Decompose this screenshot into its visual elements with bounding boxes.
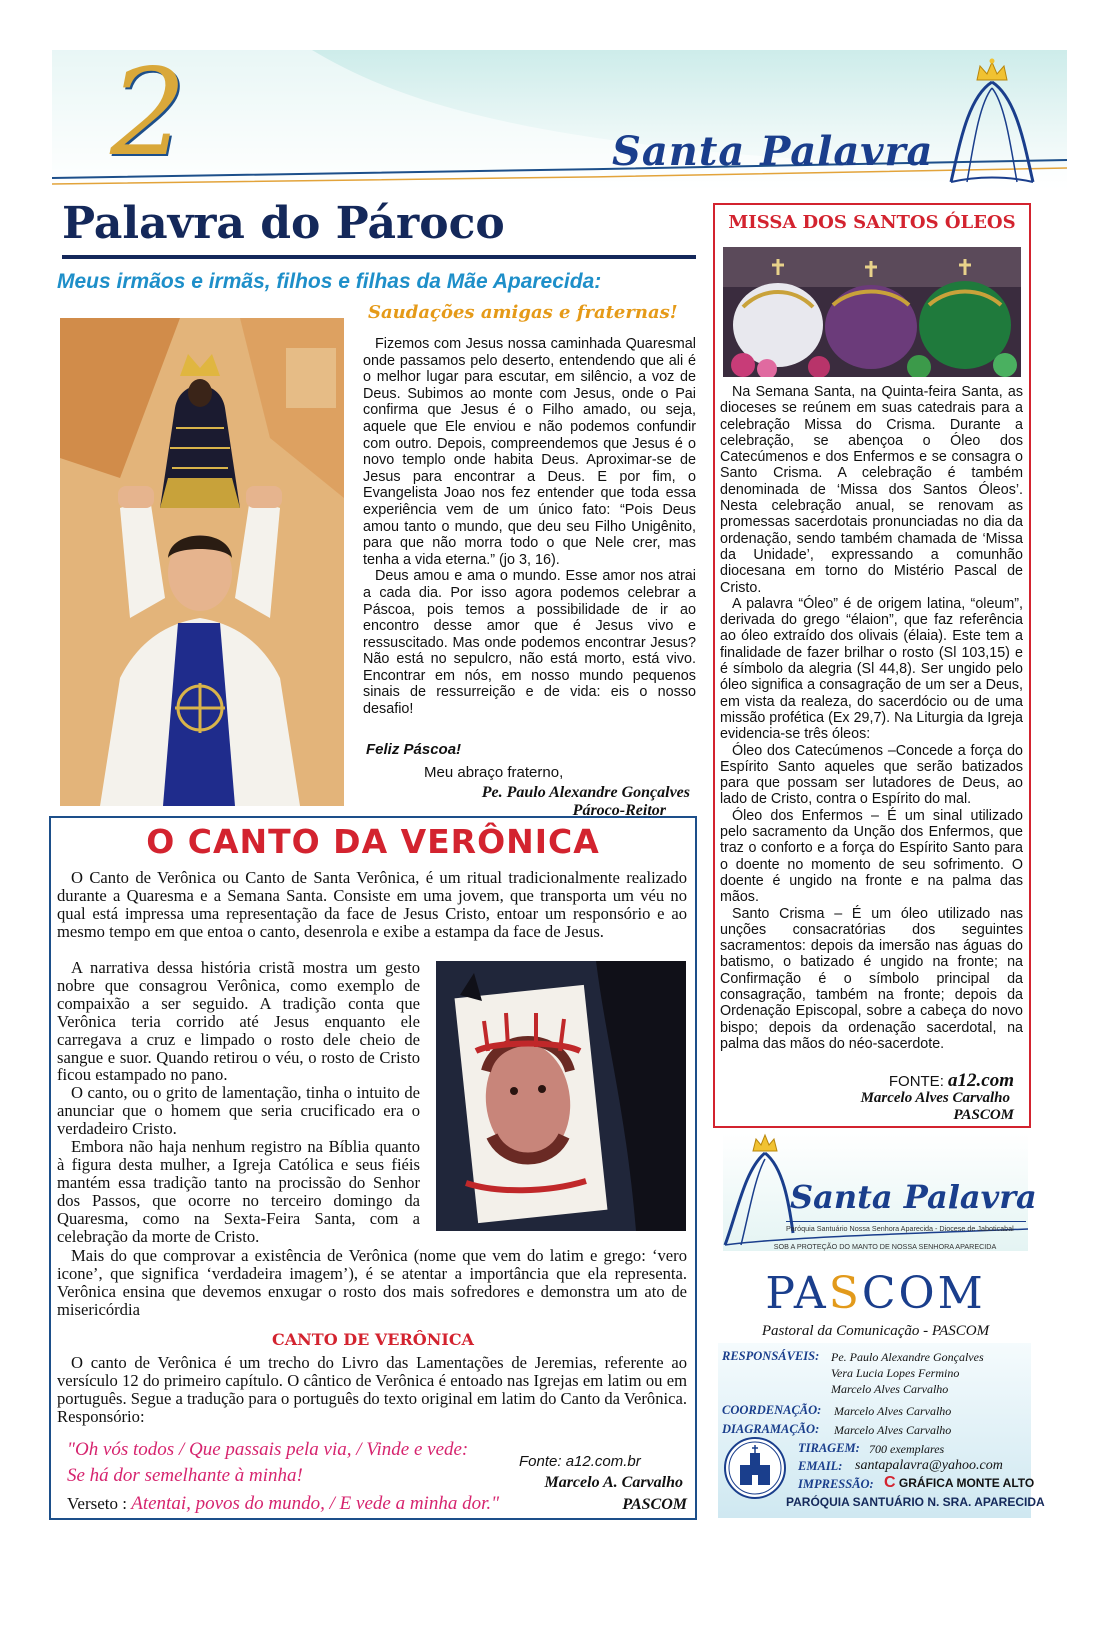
responsory-line-1: "Oh vós todos / Que passais pela via, / Vinde e vede:: [67, 1439, 469, 1460]
veronica-title: O CANTO DA VERÔNICA: [146, 822, 600, 861]
diagramacao-name: Marcelo Alves Carvalho: [834, 1423, 952, 1437]
responsavel-name: Marcelo Alves Carvalho: [831, 1382, 949, 1396]
missa-source-label: FONTE:: [888, 1073, 944, 1090]
paroco-author-role: Pároco-Reitor: [572, 802, 666, 819]
diagramacao-label: DIAGRAMAÇÃO:: [722, 1422, 820, 1436]
title-rule: [62, 255, 696, 259]
coordenacao-name: Marcelo Alves Carvalho: [834, 1404, 952, 1418]
page-header: [52, 50, 1067, 192]
masthead-subtitle: Paróquia Santuário Nossa Senhora Aparecida - Diocese de Jaboticabal: [786, 1221, 1026, 1233]
paroco-paragraph: Fizemos com Jesus nossa caminhada Quaresmal onde passamos pelo deserto, entendendo que ali é o melhor lugar para escutar, em silêncio, a voz de Deus. Subimos ao monte com Jesus, onde o Pai confirma que Jesus é o Filho amado, ou seja, aquele que Ele enviou e não podemos confundir com outro. Depois, compreendemos que Jesus é o novo templo onde habita Deus. Aproximar-se de Jesus para encontrar a Deus. E por fim, o Evangelista Joao nos fez entender que toda essa experiência vem de um único fato: “Pois Deus amou tanto o mundo, que deu seu Filho Unigênito, para que não morra todo o que Nele crer, mas tenha a vida eterna.” (jo 3, 16).: [363, 336, 696, 568]
veronica-bottom: [57, 1247, 687, 1319]
missa-source: [720, 1070, 1014, 1092]
our-lady-icon: [947, 58, 1037, 186]
veronica-paragraph: O canto, ou o grito de lamentação, tinha o intuito de anunciar que o homem que seria crucificado era o verdadeiro Cristo.: [57, 1083, 420, 1139]
paroco-sign-off: Meu abraço fraterno,: [424, 764, 564, 781]
missa-source-site: a12.com: [948, 1070, 1014, 1091]
missa-paragraph: Óleo dos Catecúmenos –Concede a força do Espírito Santo aqueles que serão batizados para que possam ser lutadores de Deus, ao lado de Cristo, contra o Espírito do mal.: [720, 742, 1023, 808]
canto-body: [57, 1354, 687, 1426]
tiragem-value: 700 exemplares: [869, 1442, 945, 1456]
email-label: EMAIL:: [798, 1459, 843, 1473]
veronica-org: PASCOM: [622, 1496, 687, 1513]
veronica-paragraph: Mais do que comprovar a existência de Verônica (nome que vem do latim e grego: ‘vero icone’, que significa ‘verdadeira imagem’), é se atentar a importância que ela representa. Verônica ensina que devemos enxugar o rosto dos mais sofredores e demonstra um ato de misericórdia: [57, 1246, 687, 1319]
veronica-photo: [436, 961, 686, 1231]
veronica-source: Fonte: a12.com.br: [519, 1453, 641, 1470]
grafica-name: [884, 1474, 1034, 1492]
missa-author: Marcelo Alves Carvalho: [860, 1090, 1010, 1106]
responsavel-name: Pe. Paulo Alexandre Gonçalves: [831, 1350, 984, 1364]
pascom-logo: [723, 1268, 1028, 1319]
missa-paragraph: Óleo dos Enfermos – É um sinal utilizado pelo sacramento da Unção dos Enfermos, que traz o conforto e a força do Espírito Santo para o doente no momento de seu sofrimento. O doente é ungido na fronte e na palma das mãos.: [720, 807, 1023, 906]
masthead-tagline: SOB A PROTEÇÃO DO MANTO DE NOSSA SENHORA APARECIDA: [773, 1242, 997, 1251]
section-title-paroco: Palavra do Pároco: [62, 198, 505, 249]
email-link[interactable]: santapalavra@yahoo.com: [855, 1458, 1003, 1473]
paroquia-name: PARÓQUIA SANTUÁRIO N. SRA. APARECIDA: [786, 1495, 1045, 1509]
paroco-paragraph: Deus amou e ama o mundo. Esse amor nos atrai a cada dia. Por isso agora podemos celebrar a Páscoa, pois temos a possibilidade de ir ao encontro desse amor que é Jesus vivo e ressuscitado. Mas onde podemos encontrar Jesus? Não está no sepulcro, não está morto, está vivo. Encontrar em nós, em nosso mundo pequenos sinais de ressurreição e de vida: eis o nosso desafio!: [363, 568, 696, 718]
paroco-body: [363, 336, 696, 718]
veronica-paragraph: O Canto de Verônica ou Canto de Santa Verônica, é um ritual tradicionalmente realizado durante a Quaresma e a Semana Santa. Consiste em uma jovem, que transporta um véu no qual está impressa uma representação da face de Jesus Cristo, entoar um responsório e ao mesmo tempo em que entoa o canto, desenrola e exibe a estampa da face de Jesus.: [57, 868, 687, 941]
header-brand: Santa Palavra: [612, 128, 934, 175]
missa-paragraph: Na Semana Santa, na Quinta-feira Santa, as dioceses se reúnem em suas catedrais para a celebração Missa do Crisma. Durante a celebração, se abençoa o Óleo dos Catecúmenos e dos Enfermos e se consagra o Santo Crisma. A celebração é também denominada de ‘Missa dos Santos Óleos’. Nesta celebração anual, se renovam as promessas sacerdotais pronunciadas no dia da ordenação, sendo também chamada de ‘Missa da Unidade’, expressando a comunhão diocesana em torno do Mistério Pascal de Cristo.: [720, 384, 1023, 596]
pascom-logo-right: COM: [861, 1268, 986, 1319]
missa-body: [720, 384, 1023, 1052]
grafica-label: GRÁFICA MONTE ALTO: [898, 1476, 1035, 1490]
missa-title: MISSA DOS SANTOS ÓLEOS: [728, 212, 1016, 233]
responsavel-name: Vera Lucia Lopes Fermino: [831, 1366, 960, 1380]
verseto: [67, 1493, 499, 1515]
canto-title: CANTO DE VERÔNICA: [272, 1330, 474, 1349]
missa-paragraph: A palavra “Óleo” é de origem latina, “oleum”, derivada do grego “élaion”, que faz referência ao óleo extraído dos olivais (élaia). Este tem a finalidade de fazer brilhar o rosto (Sl 103,15) e é símbolo da alegria (Sl 44,8). Ser ungido pelo óleo significa a consagração de um ser a Deus, em vista da realeza, do sacerdócio ou de uma missão profética (Ex 29,7). Na Liturgia da Igreja evidencia-se três óleos:: [720, 595, 1023, 743]
priest-photo-illustration: [60, 318, 344, 806]
impressao-label: IMPRESSÃO:: [798, 1477, 874, 1491]
veronica-photo-illustration: [436, 961, 686, 1231]
paroco-closing: Feliz Páscoa!: [366, 741, 462, 758]
veronica-paragraph: Embora não haja nenhum registro na Bíblia quanto à figura desta mulher, a Igreja Católica e seus fiéis mantém essa tradição tanto na procissão do Senhor dos Passos, que ocorre no terceiro domingo da Quaresma, como na Sexta-Feira Santa, com a celebração da morte de Cristo.: [57, 1137, 420, 1246]
parish-seal-icon: [724, 1437, 786, 1499]
veronica-paragraph: A narrativa dessa história cristã mostra um gesto nobre que consagrou Verônica, como exemplo de compaixão a ser seguido. A tradição conta que Verônica teria corrido até Jesus enquanto ele carregava a cruz e limpado o rosto dele cheio de sangue e suor. Quando retirou o véu, o rosto de Cristo ficou estampado no pano.: [57, 958, 420, 1085]
page-number: 2: [110, 50, 187, 183]
pascom-subtitle: Pastoral da Comunicação - PASCOM: [761, 1323, 990, 1339]
verseto-label: Verseto :: [67, 1494, 132, 1513]
pascom-logo-mark: S: [828, 1268, 862, 1319]
tiragem-label: TIRAGEM:: [798, 1441, 860, 1455]
church-icon: [726, 1439, 784, 1497]
paroco-author: Pe. Paulo Alexandre Gonçalves: [481, 784, 690, 801]
missa-paragraph: Santo Crisma – É um óleo utilizado nas unções consacratórias dos seguintes sacramentos: depois da imersão nas águas do batismo, o batizado é ungido na fronte; na Confirmação é o símbolo principal da consagração, também na fronte; depois da Ordenação Episcopal, sobre a cabeça do novo bispo; depois da ordenação sacerdotal, na palma das mãos do néo-sacerdote.: [720, 905, 1023, 1052]
verseto-text: Atentai, povos do mundo, / E vede a minha dor.": [131, 1493, 500, 1514]
oils-photo: [723, 247, 1021, 377]
canto-paragraph: O canto de Verônica é um trecho do Livro das Lamentações de Jeremias, referente ao versículo 12 do primeiro capítulo. O cântico de Verônica é entoado nas Igrejas em latim ou em português. Segue a tradução para o português do texto original em latim do Canto da Verônica. Responsório:: [57, 1353, 687, 1426]
grafica-c-icon: C: [884, 1474, 896, 1491]
pascom-logo-left: PA: [765, 1268, 829, 1319]
coordenacao-label: COORDENAÇÃO:: [722, 1403, 822, 1417]
paroco-greeting: Meus irmãos e irmãs, filhos e filhas da Mãe Aparecida:: [57, 270, 602, 293]
responsory-line-2: Se há dor semelhante à minha!: [67, 1465, 303, 1486]
oils-photo-illustration: [723, 247, 1021, 377]
missa-org: PASCOM: [953, 1107, 1014, 1123]
priest-photo: [60, 318, 344, 806]
masthead-brand: Santa Palavra: [790, 1178, 1037, 1216]
paroco-salutation: Saudações amigas e fraternas!: [368, 302, 678, 323]
veronica-intro: [57, 869, 687, 941]
veronica-side-text: [57, 959, 420, 1246]
responsaveis-label: RESPONSÁVEIS:: [722, 1349, 820, 1363]
veronica-author: Marcelo A. Carvalho: [544, 1474, 683, 1491]
